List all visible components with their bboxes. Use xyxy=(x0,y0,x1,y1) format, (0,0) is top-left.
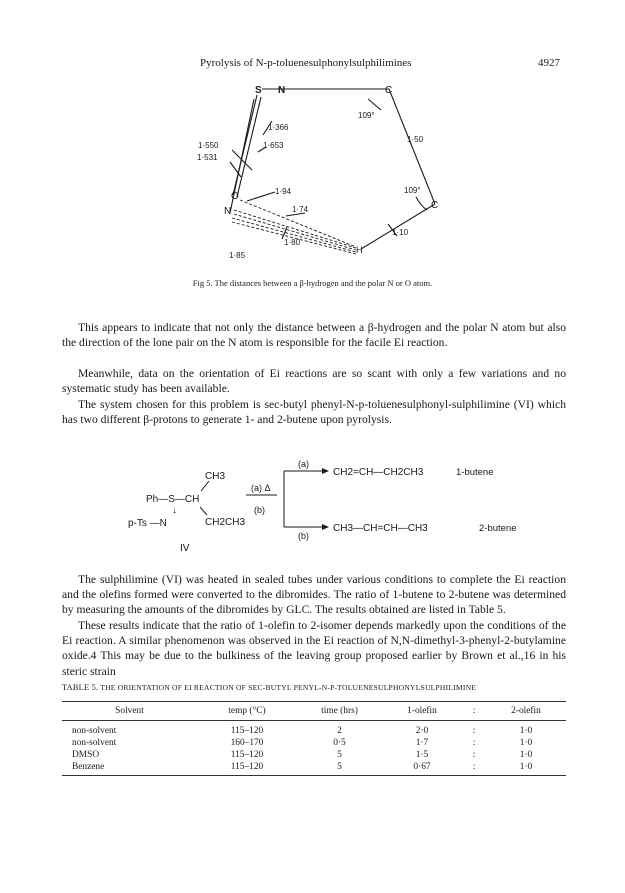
label-b: (b) xyxy=(254,505,265,515)
atom-s: S xyxy=(255,85,262,96)
paragraph-1: This appears to indicate that not only the distance between a β-hydrogen and the polar N atom but also the direction of the lone pair on the N atom is responsible for the facile Ei reaction. xyxy=(62,321,566,350)
bond-ch-ch3 xyxy=(201,481,209,491)
angle-arc-right xyxy=(416,197,427,210)
dist-174: 1·74 xyxy=(292,205,309,214)
table-row xyxy=(62,761,566,776)
bond-c-h xyxy=(361,204,435,249)
cell-1-olefin: 1·7 xyxy=(415,738,429,748)
page-number: 4927 xyxy=(538,57,560,69)
cell-temp: 115–120 xyxy=(197,761,297,776)
ch2ch3-group: CH2CH3 xyxy=(205,517,246,528)
paragraph-2: Meanwhile, data on the orientation of Ei reactions are so scant with only a few variations and no systematic study has been available. xyxy=(62,367,566,396)
figure-5-diagram xyxy=(0,0,625,280)
pts-n: p-Ts —N xyxy=(128,518,167,529)
table-caption xyxy=(62,683,566,692)
dist-110: 1·10 xyxy=(392,228,409,237)
cell-solvent: non-solvent xyxy=(72,726,117,736)
table-caption-lead: TABLE 5. xyxy=(62,683,99,692)
cell-temp: 115–120 xyxy=(230,750,264,760)
cell-solvent: Benzene xyxy=(62,761,197,776)
compound-label: IV xyxy=(180,543,190,554)
col-1-olefin: 1-olefin xyxy=(382,702,462,721)
dist-194: 1·94 xyxy=(275,187,292,196)
dist-1531: 1·531 xyxy=(197,153,218,162)
dist-185: 1·85 xyxy=(229,251,246,260)
angle-arc-top xyxy=(368,99,381,110)
bond-ch-ch2ch3 xyxy=(200,507,207,515)
table-row xyxy=(62,721,566,738)
paragraph-4: The sulphilimine (VI) was heated in sealed tubes under various conditions to complete the Ei reaction and the olefins formed were converted to the dibromides. The ratio of 1-butene to 2-butene was determined by measuring the amounts of the dibromides by GLC. The results obtained are listed in Table 5. xyxy=(62,573,566,617)
cell-time: 5 xyxy=(297,761,382,776)
angle-109-right: 109° xyxy=(404,186,421,195)
atom-n-low: N xyxy=(224,206,232,217)
col-ratio: : xyxy=(462,702,486,721)
pointer-1550 xyxy=(232,150,252,170)
cell-1-olefin: 0·67 xyxy=(382,761,462,776)
dist-180: 1·80 xyxy=(284,238,301,247)
cell-temp: 115–120 xyxy=(230,726,264,736)
product-2-name: 2-butene xyxy=(479,523,517,534)
atom-c-top: C xyxy=(385,85,393,96)
pointer-194 xyxy=(247,192,275,201)
dist-150: 1·50 xyxy=(407,135,424,144)
label-b-branch: (b) xyxy=(298,531,309,541)
arrowhead-2 xyxy=(322,524,329,530)
angle-109-top: 109° xyxy=(358,111,375,120)
product-2: CH3—CH=CH—CH3 xyxy=(333,523,428,534)
table-row xyxy=(62,749,566,761)
cell-1-olefin: 2·0 xyxy=(415,726,429,736)
cell-ratio: : xyxy=(472,738,476,748)
dist-1550: 1·550 xyxy=(198,141,219,150)
cell-ratio: : xyxy=(472,726,476,736)
ph-s-ch: Ph—S—CH xyxy=(146,494,200,505)
cell-2-olefin: 1·0 xyxy=(519,750,533,760)
bond-s-o-2 xyxy=(237,97,261,197)
col-temp: temp (°C) xyxy=(197,702,297,721)
cell-temp: 160–170 xyxy=(230,738,264,748)
cell-2-olefin: 1·0 xyxy=(519,726,533,736)
cell-2-olefin: 1·0 xyxy=(519,738,533,748)
figure-caption: Fig 5. The distances between a β-hydrogen and the polar N or O atom. xyxy=(192,278,433,288)
col-2-olefin: 2-olefin xyxy=(486,702,566,721)
cell-time: 5 xyxy=(337,750,342,760)
cell-ratio: : xyxy=(462,761,486,776)
ch3-group: CH3 xyxy=(205,471,226,482)
label-a-branch: (a) xyxy=(298,459,309,469)
cell-2-olefin: 1·0 xyxy=(486,761,566,776)
table-caption-text: THE ORIENTATION OF EI REACTION OF SEC-BUTYL PENYL-N-P-TOLUENESULPHONYLSULPHILIMINE xyxy=(100,683,477,692)
atom-c-right: C xyxy=(431,200,439,211)
paragraph-5: These results indicate that the ratio of 1-olefin to 2-isomer depends markedly upon the conditions of the Ei reaction. A similar phenomenon was observed in the Ei reaction of N,N-dimethyl-3-phenyl-2-butylamine oxide.4 This may be due to the bulkiness of the leaving group proposed earlier by Brown et al.,16 in his steric strain xyxy=(62,619,566,678)
dist-1366: 1·366 xyxy=(268,123,289,132)
dist-1653: 1·653 xyxy=(263,141,284,150)
atom-h: H xyxy=(356,245,363,255)
reaction-scheme xyxy=(0,455,625,585)
running-title: Pyrolysis of N-p-toluenesulphonylsulphilimines xyxy=(200,57,412,69)
table-header-row xyxy=(62,702,566,721)
arrowhead-1 xyxy=(322,468,329,474)
label-a-delta: (a) Δ xyxy=(251,483,271,493)
cell-ratio: : xyxy=(472,750,476,760)
product-1: CH2=CH—CH2CH3 xyxy=(333,467,424,478)
cell-time: 2 xyxy=(337,726,342,736)
col-time: time (hrs) xyxy=(297,702,382,721)
paragraph-3: The system chosen for this problem is sec-butyl phenyl-N-p-toluenesulphonyl-sulphilimine (VI) which has two different β-protons to generate 1- and 2-butene upon pyrolysis. xyxy=(62,398,566,427)
cell-solvent: non-solvent xyxy=(72,738,117,748)
col-solvent: Solvent xyxy=(62,702,197,721)
product-1-name: 1-butene xyxy=(456,467,494,478)
cell-1-olefin: 1·5 xyxy=(415,750,429,760)
results-table xyxy=(62,701,566,776)
atom-o: O xyxy=(231,191,239,202)
table-row xyxy=(62,737,566,749)
coordinate-arrow: ↓ xyxy=(172,505,177,516)
atom-n-top: N xyxy=(278,85,286,96)
cell-solvent: DMSO xyxy=(72,750,100,760)
cell-time: 0·5 xyxy=(333,738,346,748)
